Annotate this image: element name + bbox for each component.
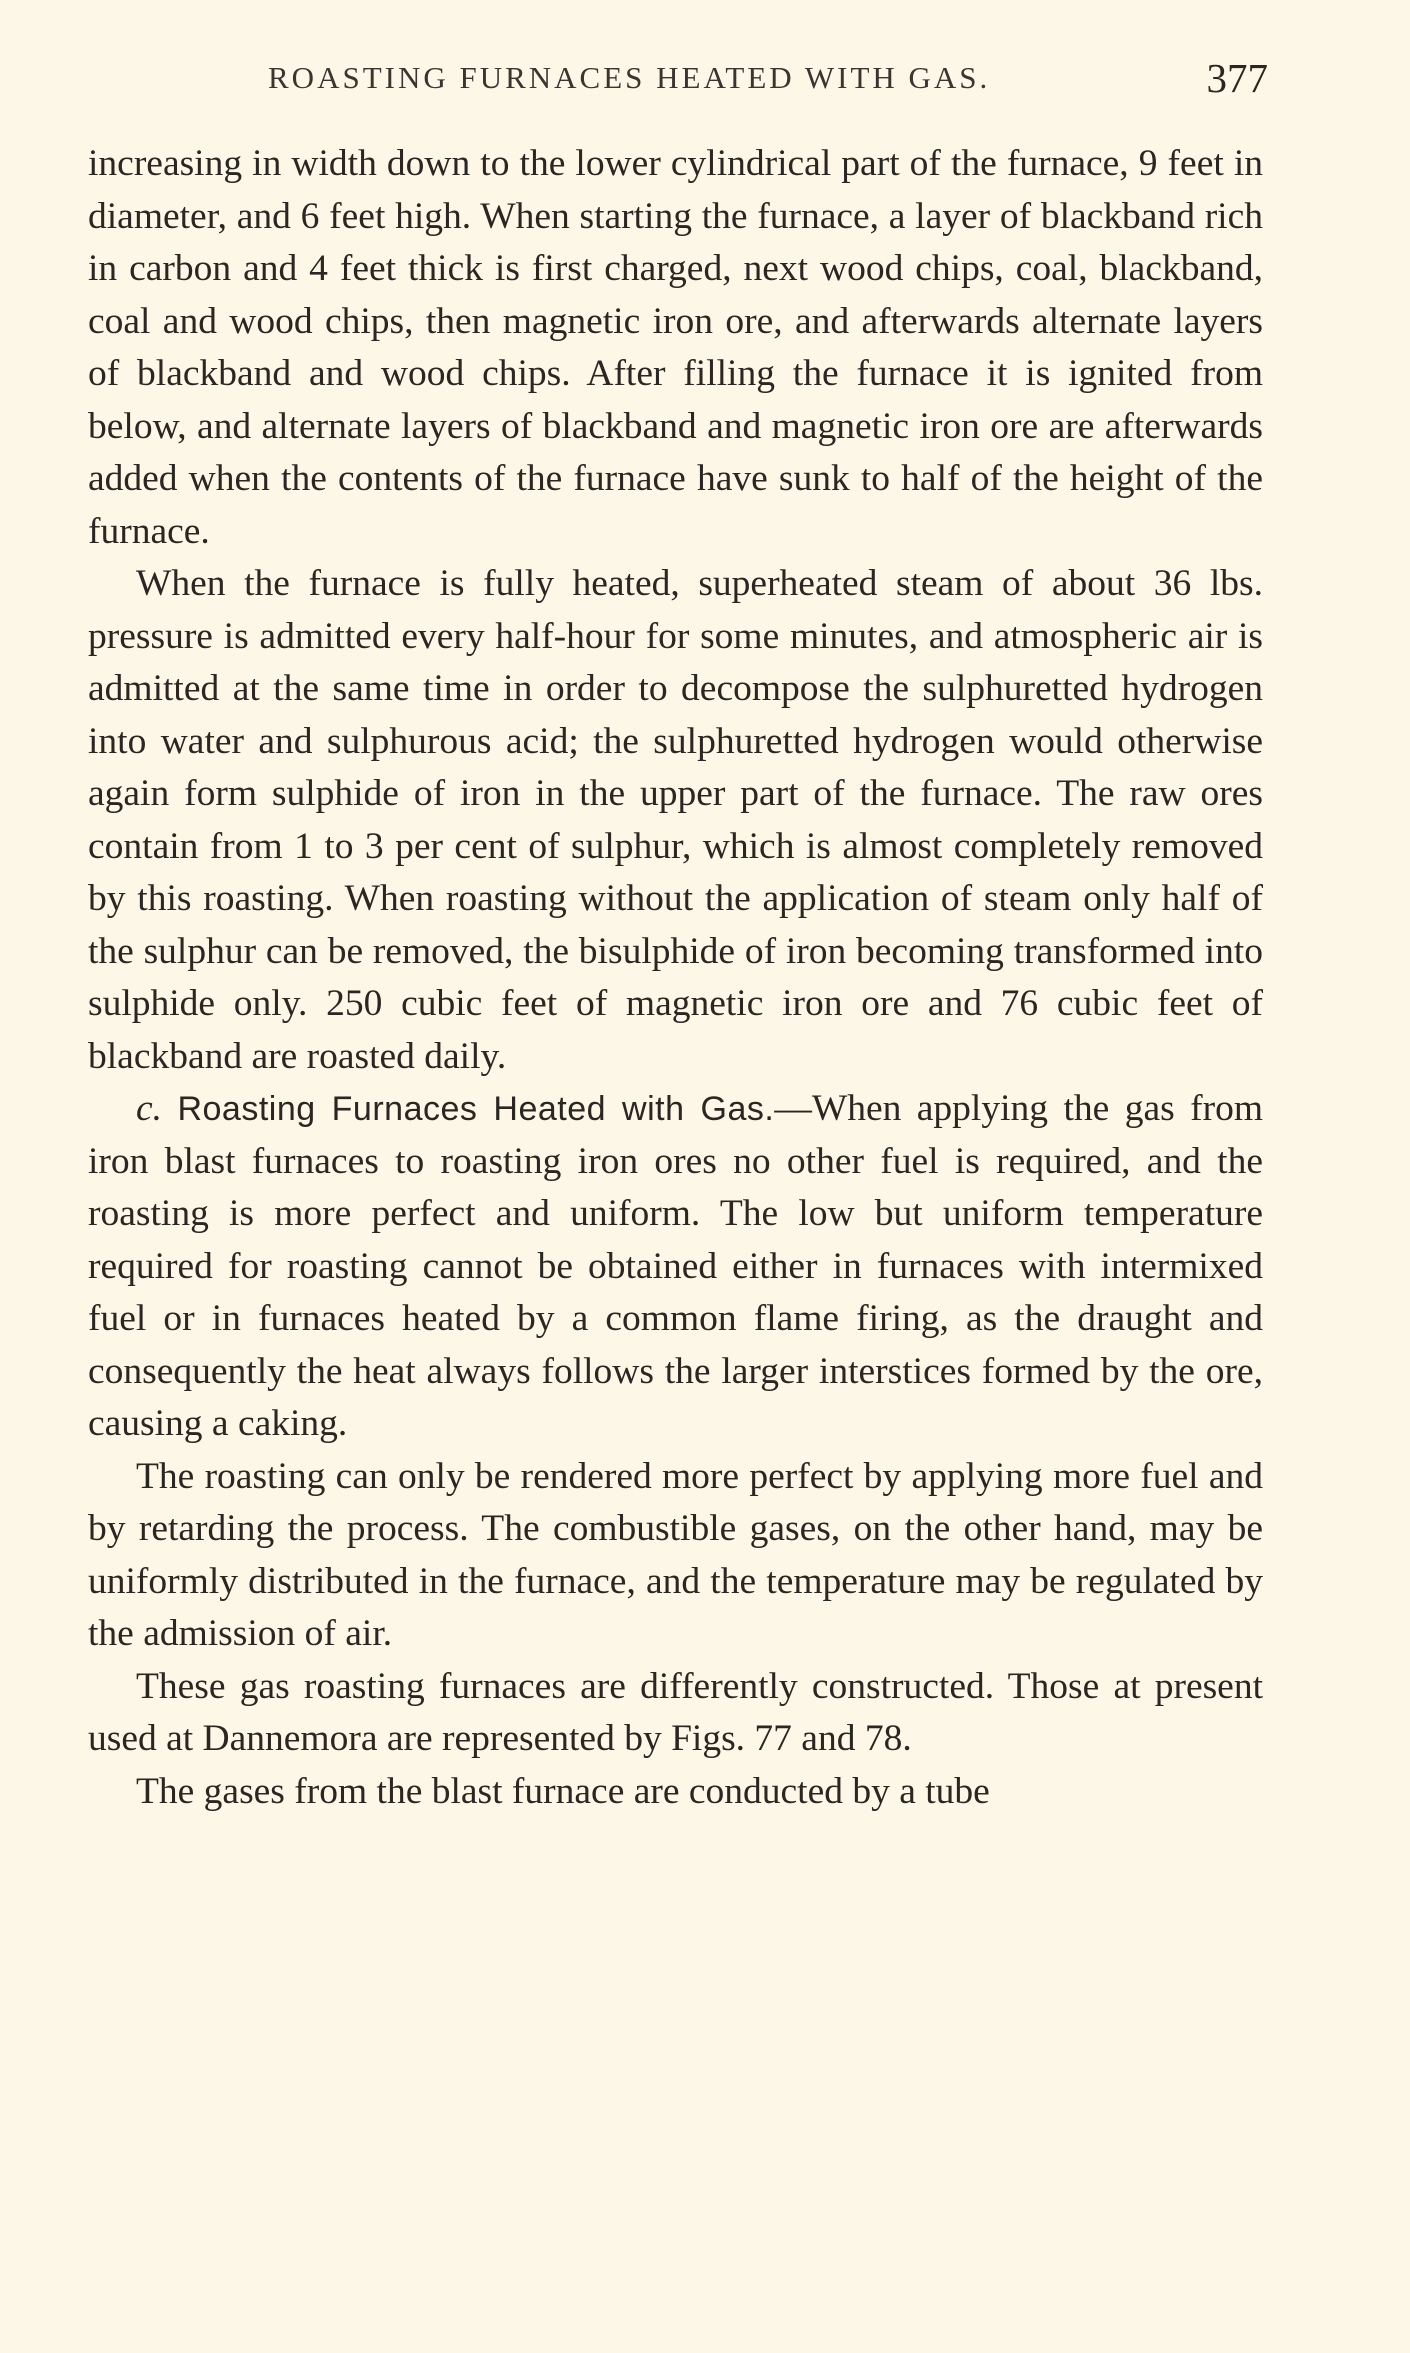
paragraph-blast-furnace-gases [88,1766,1263,1819]
paragraph-section-c [88,1083,1263,1451]
paragraph-text: The roasting can only be rendered more perfect by applying more fuel and by retarding the process. The combustible gases, on the other hand, may be uniformly distributed in the furnace, and the temperature may be regulated by the admission of air. [88,1455,1263,1654]
paragraph-text: increasing in width down to the lower cylindrical part of the furnace, 9 feet in diameter, and 6 feet high. When starting the furnace, a layer of blackband rich in carbon and 4 feet thick is first charged, next wood chips, coal, blackband, coal and wood chips, then magnetic iron ore, and afterwards alternate layers of blackband and wood chips. After filling the furnace it is ignited from below, and alternate layers of blackband and magnetic iron ore are afterwards added when the contents of the furnace have sunk to half of the height of the furnace. [88,143,1263,552]
paragraph-text: These gas roasting furnaces are differently constructed. Those at present used at Dannemora are represented by Figs. 77 and 78. [88,1665,1263,1759]
paragraph-dannemora [88,1661,1263,1766]
paragraph-text: The gases from the blast furnace are conducted by a tube [136,1770,990,1812]
section-label: c. [136,1088,163,1129]
section-heading: Roasting Furnaces Heated with Gas. [177,1090,775,1128]
paragraph-continued [88,138,1263,558]
body-text [88,138,1263,1818]
paragraph-combustible-gases [88,1451,1263,1661]
paragraph-text: —When applying the gas from iron blast furnaces to roasting iron ores no other fuel is required, and the roasting is more perfect and uniform. The low but uniform temperature required for roasting cannot be obtained either in furnaces with intermixed fuel or in furnaces heated by a common flame firing, as the draught and consequently the heat always follows the larger interstices formed by the ore, causing a caking. [88,1088,1264,1444]
running-header [88,48,1268,108]
paragraph-text: When the furnace is fully heated, superheated steam of about 36 lbs. pressure is admitted every half-hour for some minutes, and atmospheric air is admitted at the same time in order to decompose the sulphuretted hydrogen into water and sulphurous acid; the sulphuretted hydrogen would otherwise again form sulphide of iron in the upper part of the furnace. The raw ores contain from 1 to 3 per cent of sulphur, which is almost completely removed by this roasting. When roasting without the application of steam only half of the sulphur can be removed, the bisulphide of iron becoming transformed into sulphide only. 250 cubic feet of magnetic iron ore and 76 cubic feet of blackband are roasted daily. [88,563,1263,1077]
page-number: 377 [1206,55,1268,101]
paragraph-steam-roasting [88,558,1263,1083]
running-title: ROASTING FURNACES HEATED WITH GAS. [268,60,991,95]
